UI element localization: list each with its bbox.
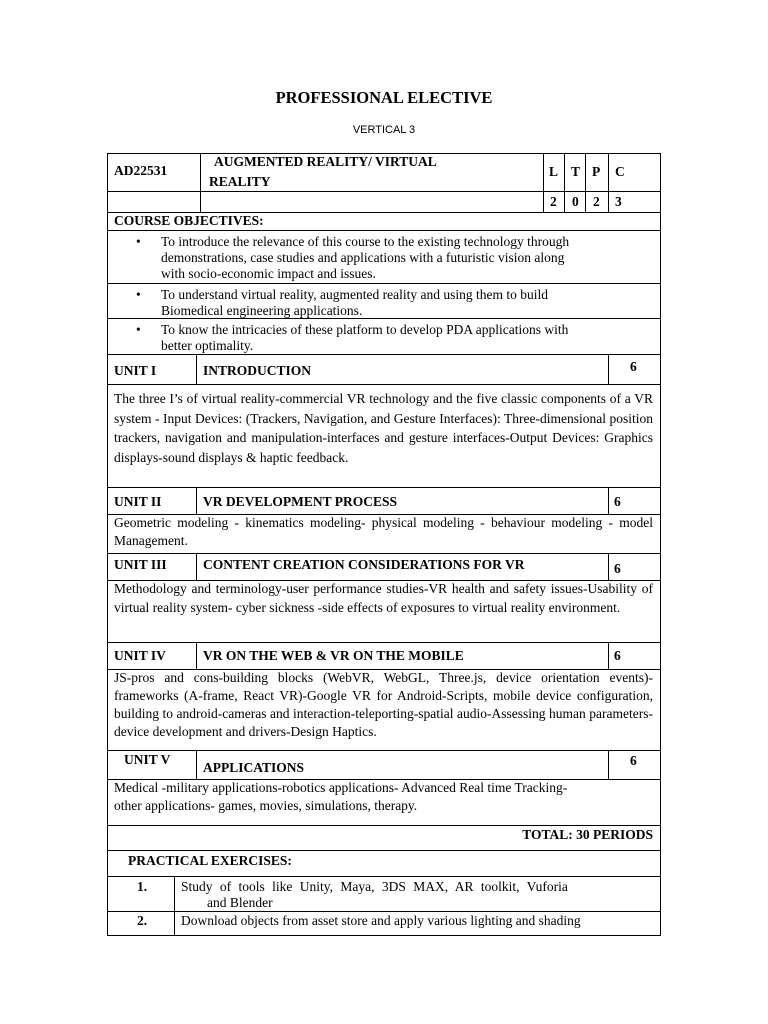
ltpc-c-header: C — [615, 164, 625, 179]
unit-hours: 6 — [630, 359, 637, 374]
page-title: PROFESSIONAL ELECTIVE — [275, 88, 493, 107]
bullet-icon: • — [136, 287, 141, 302]
unit-hours: 6 — [614, 494, 621, 509]
course-code: AD22531 — [114, 163, 168, 178]
unit-title: INTRODUCTION — [203, 363, 312, 378]
objective-line: demonstrations, case studies and applications with a futuristic vision along — [161, 250, 565, 265]
unit-title: CONTENT CREATION CONSIDERATIONS FOR VR — [203, 557, 525, 572]
bullet-icon: • — [136, 234, 141, 249]
ltpc-l-header: L — [549, 164, 559, 179]
unit-title: VR ON THE WEB & VR ON THE MOBILE — [203, 648, 464, 663]
unit-label: UNIT IV — [114, 648, 166, 663]
objectives-heading: COURSE OBJECTIVES: — [114, 213, 264, 228]
objective-line: To know the intricacies of these platform to develop PDA applications with — [161, 322, 569, 337]
objective-line: To introduce the relevance of this course to the existing technology through — [161, 234, 570, 249]
unit-content: Geometric modeling - kinematics modeling- physical modeling - behaviour modeling - model Management. — [114, 515, 653, 548]
unit-hours: 6 — [630, 753, 637, 768]
ltpc-t-header: T — [571, 164, 581, 179]
practical-heading: PRACTICAL EXERCISES: — [128, 853, 292, 868]
unit-label: UNIT I — [114, 363, 157, 378]
practical-text: Study of tools like Unity, Maya, 3DS MAX, AR toolkit, Vuforia — [181, 879, 568, 894]
ltpc-c-value: 3 — [615, 194, 622, 209]
course-name-line2: REALITY — [209, 174, 271, 189]
ltpc-t-value: 0 — [572, 194, 579, 209]
ltpc-p-value: 2 — [593, 194, 600, 209]
practical-number: 2. — [137, 913, 148, 928]
bullet-icon: • — [136, 322, 141, 337]
unit-content-line: other applications- games, movies, simulations, therapy. — [114, 798, 418, 813]
objective-item — [136, 234, 570, 282]
objective-line: with socio-economic impact and issues. — [161, 266, 376, 281]
course-name-blank-cell — [200, 191, 544, 213]
unit-label: UNIT III — [114, 557, 167, 572]
practical-text: and Blender — [207, 895, 273, 910]
unit-title: VR DEVELOPMENT PROCESS — [203, 494, 398, 509]
objective-item — [136, 322, 569, 354]
unit-content-line: Medical -military applications-robotics applications- Advanced Real time Tracking- — [114, 780, 568, 795]
practical-text: Download objects from asset store and apply various lighting and shading — [181, 913, 581, 928]
total-periods: TOTAL: 30 PERIODS — [522, 827, 653, 842]
practical-number: 1. — [137, 879, 148, 894]
unit-title: APPLICATIONS — [203, 760, 305, 775]
objective-line: Biomedical engineering applications. — [161, 303, 363, 318]
unit-hours: 6 — [614, 648, 621, 663]
ltpc-l-value: 2 — [550, 194, 557, 209]
course-name-line1: AUGMENTED REALITY/ VIRTUAL — [214, 154, 437, 169]
objective-line: To understand virtual reality, augmented reality and using them to build — [161, 287, 548, 302]
unit-content: JS-pros and cons-building blocks (WebVR, WebGL, Three.js, device orientation events)- frameworks (A-frame, React VR)-Google VR for Android-Scripts, mobile device configuration, building to android-cameras and interaction-teleporting-spatial audio-Assessing human parameters-device development and drivers-Design Haptics. — [114, 670, 653, 739]
page-subtitle: VERTICAL 3 — [352, 124, 416, 136]
ltpc-p-header: P — [592, 164, 601, 179]
unit-hours: 6 — [614, 561, 621, 576]
objective-item — [136, 287, 548, 319]
course-code-blank-cell — [107, 191, 201, 213]
objective-line: better optimality. — [161, 338, 254, 353]
unit-label: UNIT II — [114, 494, 162, 509]
unit-content: The three I’s of virtual reality-commercial VR technology and the five classic components of a VR system - Input Devices: (Trackers, Navigation, and Gesture Interfaces): Three-dimensional position trackers, navigation and manipulation-interfaces and gesture interfaces-Output Devices: Graphics displays-sound displays & haptic feedback. — [114, 391, 653, 465]
unit-content: Methodology and terminology-user performance studies-VR health and safety issues-Usability of virtual reality system- cyber sickness -side effects of exposures to virtual reality environment. — [114, 581, 653, 615]
unit-label: UNIT V — [124, 752, 171, 767]
